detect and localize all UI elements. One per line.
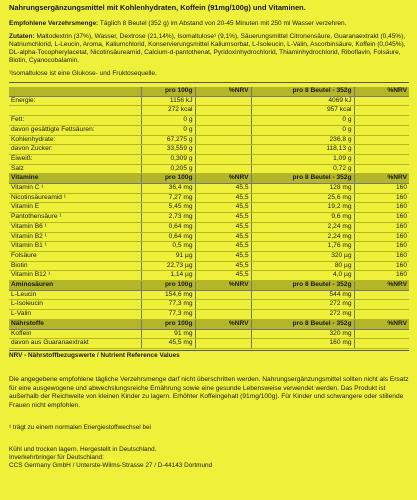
- table-cell: 77,3 mg: [141, 310, 195, 320]
- table-cell: 0 g: [141, 116, 195, 126]
- table-row: [9, 242, 409, 252]
- table-cell: 272 kcal: [141, 106, 195, 116]
- table-cell: 91 µg: [141, 251, 195, 261]
- table-cell: 67,275 g: [141, 135, 195, 145]
- table-cell: [354, 125, 409, 135]
- dose-text: Täglich 8 Beutel (352 g) im Abstand von 20-45 Minuten mit 250 ml Wasser verzehren.: [98, 20, 347, 27]
- table-cell: 160: [354, 242, 409, 252]
- table-section-header: [9, 87, 409, 96]
- table-cell: 1156 kJ: [141, 96, 195, 106]
- table-cell: Vitamin B6 ¹: [9, 222, 141, 232]
- table-cell: 19,2 mg: [251, 203, 354, 213]
- table-cell: Aminosäuren: [9, 281, 141, 291]
- ingredients-paragraph: [9, 33, 409, 65]
- table-cell: Energie:: [9, 96, 141, 106]
- table-cell: pro 100g: [141, 319, 195, 329]
- table-cell: 160: [354, 232, 409, 242]
- table-cell: 272 mg: [251, 310, 354, 320]
- storage-block: [9, 446, 409, 470]
- table-cell: 1,76 mg: [251, 242, 354, 252]
- table-cell: 160: [354, 213, 409, 223]
- table-cell: 45,5: [195, 213, 251, 223]
- table-cell: 25,6 mg: [251, 193, 354, 203]
- dose-label: Empfohlene Verzehrsmenge:: [9, 20, 99, 27]
- table-cell: [195, 310, 251, 320]
- ingredients-label: Zutaten:: [9, 33, 35, 40]
- table-cell: pro 100g: [141, 281, 195, 291]
- table-cell: pro 8 Beutel - 352g: [251, 319, 354, 329]
- table-cell: Eiweiß:: [9, 154, 141, 164]
- table-cell: Nährstoffe: [9, 319, 141, 329]
- table-row: [9, 300, 409, 310]
- table-cell: [195, 164, 251, 174]
- table-row: [9, 329, 409, 339]
- table-cell: [195, 329, 251, 339]
- table-cell: Kohlenhydrate:: [9, 135, 141, 145]
- isomaltulose-note: ¹Isomaltulose ist eine Glukose- und Fruktosequelle.: [9, 70, 157, 77]
- table-cell: [354, 339, 409, 349]
- divider: [9, 82, 409, 83]
- table-cell: [195, 106, 251, 116]
- table-cell: %NRV: [354, 319, 409, 329]
- table-section-header: [9, 319, 409, 329]
- table-cell: 45,5: [195, 251, 251, 261]
- table-cell: [354, 145, 409, 155]
- table-row: [9, 184, 409, 194]
- table-cell: 22,73 µg: [141, 261, 195, 271]
- table-cell: pro 8 Beutel - 352g: [251, 174, 354, 184]
- table-cell: [354, 300, 409, 310]
- table-cell: 272 mg: [251, 300, 354, 310]
- table-cell: Nicotinsäureamid ¹: [9, 193, 141, 203]
- table-cell: [195, 290, 251, 300]
- table-cell: [195, 145, 251, 155]
- table-cell: 45,5: [195, 271, 251, 281]
- table-cell: %NRV: [195, 319, 251, 329]
- table-cell: 9,6 mg: [251, 213, 354, 223]
- table-row: [9, 125, 409, 135]
- table-section-header: [9, 281, 409, 291]
- table-cell: [195, 135, 251, 145]
- table-cell: 544 mg: [251, 290, 354, 300]
- table-cell: Vitamin C ¹: [9, 184, 141, 194]
- storage-line: CCS Germany GmbH / Unterste-Wilms-Strasse 27 / D-44143 Dortmund: [9, 462, 213, 470]
- table-cell: L-Isoleucin: [9, 300, 141, 310]
- energy-footnote: ¹ trägt zu einem normalen Energiestoffwechsel bei: [9, 424, 151, 432]
- table-cell: 45,5: [195, 242, 251, 252]
- table-cell: [354, 329, 409, 339]
- table-row: [9, 251, 409, 261]
- nutrition-table: [9, 87, 409, 349]
- table-cell: [195, 96, 251, 106]
- table-cell: [354, 135, 409, 145]
- table-cell: 160: [354, 222, 409, 232]
- table-cell: 0,309 g: [141, 154, 195, 164]
- table-row: [9, 154, 409, 164]
- table-cell: 45,5 mg: [141, 339, 195, 349]
- table-cell: [195, 125, 251, 135]
- table-cell: [195, 116, 251, 126]
- table-row: [9, 213, 409, 223]
- table-cell: Vitamine: [9, 174, 141, 184]
- table-cell: pro 8 Beutel - 352g: [251, 87, 354, 96]
- table-row: [9, 232, 409, 242]
- storage-line: Inverkehrbringer für Deutschland:: [9, 454, 104, 462]
- table-cell: 118,13 g: [251, 145, 354, 155]
- table-row: [9, 164, 409, 174]
- ingredients-text: Maltodextrin (37%), Wasser, Dextrose (21,14%), Isomaltulose¹ (9,1%), Säuerungsmittel Citronensäure, Guaranaextrakt (0,45%), Natriumchlorid, L-Leucin, Aroma, Kaliumchlorid, Konservierungsmittel Kaliumsorbat, L-Isoleucin, L-Valin, Ascorbinsäure, Koffein (0,045%), DL-alpha-Tocopherylacetat, Nicotinsäureamid, Calcium-d-pantothenat, Pyridoxinhydrochlorid, Thiaminhydrochlorid, Riboflavin, Folsäure, Biotin, Cyanocobalamin.: [9, 33, 406, 64]
- table-cell: Vitamin B12 ¹: [9, 271, 141, 281]
- table-row: [9, 203, 409, 213]
- table-cell: 320 mg: [251, 329, 354, 339]
- table-cell: [195, 300, 251, 310]
- table-cell: L-Valin: [9, 310, 141, 320]
- table-cell: davon aus Guaranaextrakt: [9, 339, 141, 349]
- table-row: [9, 193, 409, 203]
- table-cell: 2,24 mg: [251, 222, 354, 232]
- table-cell: 160: [354, 261, 409, 271]
- table-cell: L-Leucin: [9, 290, 141, 300]
- table-cell: 0 g: [141, 125, 195, 135]
- disclaimer: Die angegebene empfohlene tägliche Verzehrsmenge darf nicht überschritten werden. Nahrungsergänzungsmittel sollten nicht als Ersatz für eine ausgewogene und abwechslungsreiche Ernährung sowie eine gesunde Lebensweise verwendet werden. Das Produkt ist außerhalb der Reichweite von kleinen Kinder zu lagern. Erhöhter Koffeingehalt (91mg/100g). Für Kinder und schwangere oder stillende Frauen nicht empfohlen.: [9, 375, 409, 409]
- table-cell: 4069 kJ: [251, 96, 354, 106]
- table-row: [9, 116, 409, 126]
- table-cell: [354, 116, 409, 126]
- table-cell: davon gesättigte Fettsäuren:: [9, 125, 141, 135]
- table-cell: 45,5: [195, 232, 251, 242]
- table-cell: 45,5: [195, 203, 251, 213]
- table-cell: 4,0 µg: [251, 271, 354, 281]
- table-cell: 77,3 mg: [141, 300, 195, 310]
- table-cell: %NRV: [195, 174, 251, 184]
- table-cell: %NRV: [354, 87, 409, 96]
- table-cell: 0,64 mg: [141, 232, 195, 242]
- table-cell: 128 mg: [251, 184, 354, 194]
- table-cell: 320 µg: [251, 251, 354, 261]
- table-row: [9, 135, 409, 145]
- table-cell: %NRV: [195, 281, 251, 291]
- table-cell: [9, 87, 141, 96]
- table-cell: 160: [354, 271, 409, 281]
- table-cell: Koffein: [9, 329, 141, 339]
- table-row: [9, 271, 409, 281]
- table-cell: 45,5: [195, 222, 251, 232]
- table-cell: [195, 339, 251, 349]
- table-cell: 160: [354, 193, 409, 203]
- table-cell: 0 g: [251, 116, 354, 126]
- table-cell: 160: [354, 203, 409, 213]
- table-cell: Biotin: [9, 261, 141, 271]
- table-cell: 0,64 mg: [141, 222, 195, 232]
- table-cell: [354, 290, 409, 300]
- table-cell: Folsäure: [9, 251, 141, 261]
- table-row: [9, 222, 409, 232]
- table-cell: Vitamin B2 ¹: [9, 232, 141, 242]
- table-cell: 160 mg: [251, 339, 354, 349]
- table-section-header: [9, 174, 409, 184]
- table-cell: 0,5 mg: [141, 242, 195, 252]
- table-cell: 2,73 mg: [141, 213, 195, 223]
- table-cell: Vitamin B1 ¹: [9, 242, 141, 252]
- table-cell: 45,5: [195, 261, 251, 271]
- table-cell: 1,14 µg: [141, 271, 195, 281]
- storage-line: Kühl und trocken lagern. Hergestellt in Deutschland.: [9, 446, 157, 454]
- table-row: [9, 310, 409, 320]
- table-cell: [354, 154, 409, 164]
- table-cell: 160: [354, 251, 409, 261]
- table-cell: %NRV: [354, 281, 409, 291]
- table-cell: 236,8 g: [251, 135, 354, 145]
- table-cell: pro 100g: [141, 87, 195, 96]
- table-cell: %NRV: [354, 174, 409, 184]
- table-cell: 1,09 g: [251, 154, 354, 164]
- table-cell: [195, 154, 251, 164]
- table-row: [9, 145, 409, 155]
- table-cell: 80 µg: [251, 261, 354, 271]
- table-cell: Fett:: [9, 116, 141, 126]
- table-cell: 0,72 g: [251, 164, 354, 174]
- table-row: [9, 339, 409, 349]
- table-cell: Vitamin E: [9, 203, 141, 213]
- table-cell: pro 8 Beutel - 352g: [251, 281, 354, 291]
- product-heading: Nahrungsergänzungsmittel mit Kohlenhydraten, Koffein (91mg/100g) und Vitaminen.: [9, 3, 306, 12]
- table-cell: 2,24 mg: [251, 232, 354, 242]
- table-cell: 5,45 mg: [141, 203, 195, 213]
- table-cell: 36,4 mg: [141, 184, 195, 194]
- table-row: [9, 96, 409, 106]
- table-cell: 91 mg: [141, 329, 195, 339]
- table-row: [9, 261, 409, 271]
- table-cell: [354, 164, 409, 174]
- table-cell: %NRV: [195, 87, 251, 96]
- table-cell: 45,5: [195, 193, 251, 203]
- table-cell: [354, 96, 409, 106]
- table-cell: Salz: [9, 164, 141, 174]
- table-cell: 0 g: [251, 125, 354, 135]
- nrv-note: NRV - Nährstoffbezugswerte / Nutrient Reference Values: [9, 350, 409, 360]
- table-cell: pro 100g: [141, 174, 195, 184]
- table-cell: [354, 310, 409, 320]
- dose-paragraph: [9, 20, 409, 28]
- table-cell: davon Zucker:: [9, 145, 141, 155]
- table-cell: [354, 106, 409, 116]
- table-cell: 0,205 g: [141, 164, 195, 174]
- table-cell: 957 kcal: [251, 106, 354, 116]
- table-cell: 33,559 g: [141, 145, 195, 155]
- table-cell: 154,6 mg: [141, 290, 195, 300]
- table-row: [9, 290, 409, 300]
- table-cell: Pantothensäure ¹: [9, 213, 141, 223]
- table-cell: 160: [354, 184, 409, 194]
- table-cell: [9, 106, 141, 116]
- table-cell: 45,5: [195, 184, 251, 194]
- table-row: [9, 106, 409, 116]
- table-cell: 7,27 mg: [141, 193, 195, 203]
